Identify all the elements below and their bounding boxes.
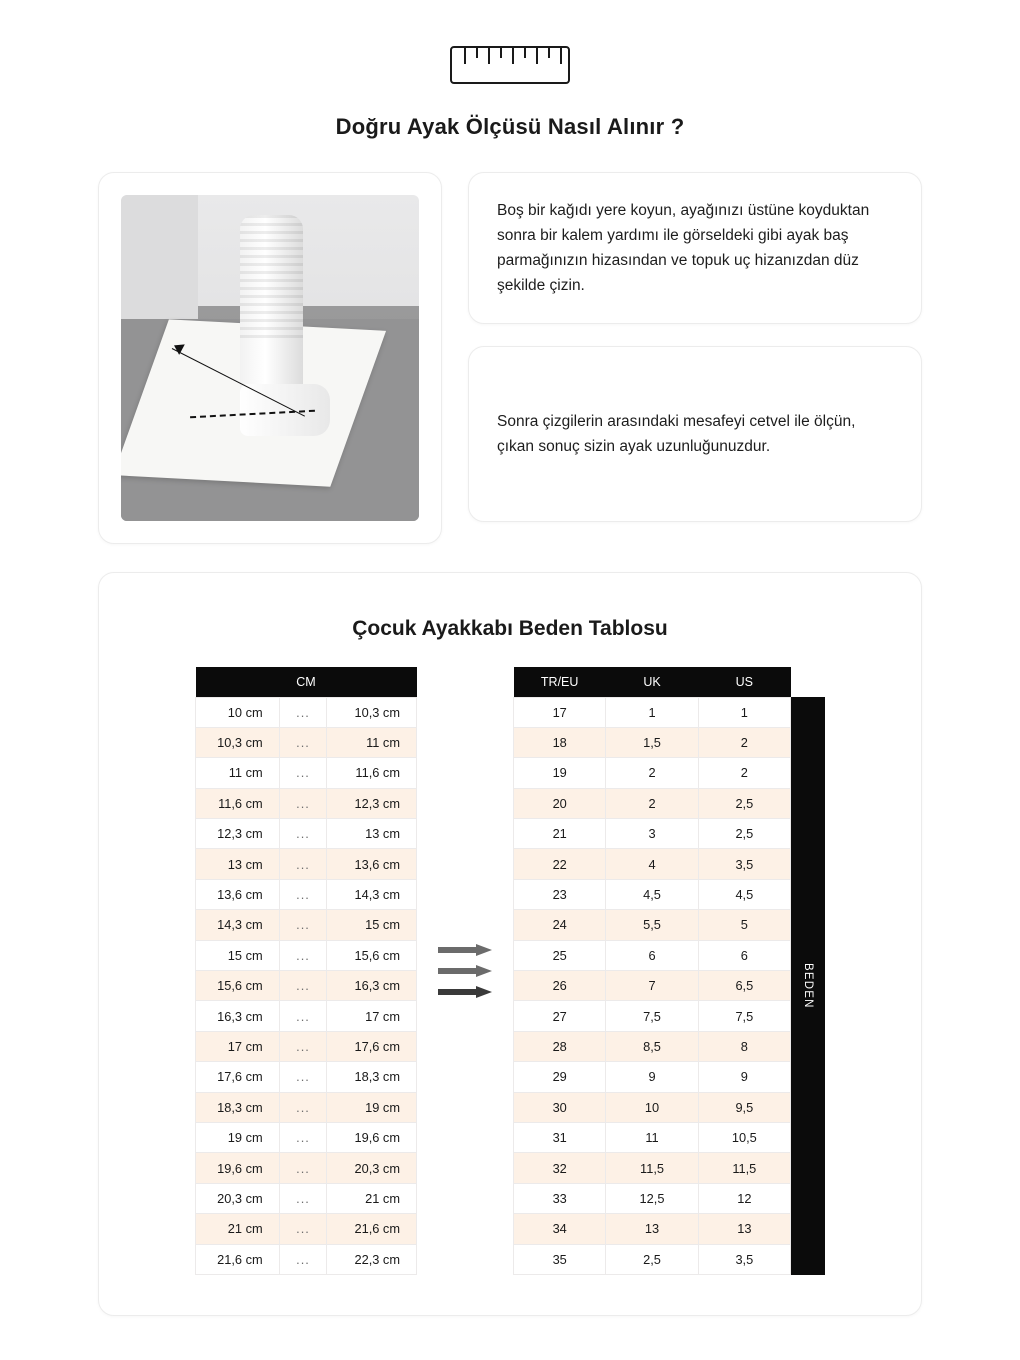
- size-us: 1: [698, 697, 790, 727]
- size-table-row: [514, 1062, 791, 1092]
- ruler-tick: [524, 48, 526, 58]
- cm-range-to: 16,3 cm: [327, 971, 417, 1001]
- cm-table-row: [196, 1153, 417, 1183]
- size-table-row: [514, 910, 791, 940]
- size-table-row: [514, 1001, 791, 1031]
- size-tables-wrap: [99, 667, 921, 1275]
- ruler-icon: [450, 46, 570, 84]
- cm-range-to: 17 cm: [327, 1001, 417, 1031]
- instruction-step-2-card: [468, 346, 922, 522]
- instruction-text-column: [468, 172, 922, 522]
- ruler-tick: [500, 48, 502, 58]
- size-tr-eu: 28: [514, 1031, 606, 1061]
- size-table-row: [514, 1031, 791, 1061]
- size-table-row: [514, 1122, 791, 1152]
- cm-range-to: 10,3 cm: [327, 697, 417, 727]
- size-us: 12: [698, 1183, 790, 1213]
- size-table-row: [514, 727, 791, 757]
- cm-range-dots: ...: [279, 879, 327, 909]
- cm-range-from: 10,3 cm: [196, 727, 280, 757]
- cm-range-from: 20,3 cm: [196, 1183, 280, 1213]
- size-us: 2,5: [698, 819, 790, 849]
- beden-vertical-label: [791, 697, 825, 1275]
- arrow-icon-3: [438, 986, 492, 998]
- cm-table-row: [196, 1244, 417, 1274]
- arrow-icon-1: [438, 944, 492, 956]
- cm-range-to: 21 cm: [327, 1183, 417, 1213]
- photo-foot: [240, 384, 329, 436]
- cm-table-header: CM: [196, 667, 417, 697]
- size-us: 2: [698, 727, 790, 757]
- cm-table-row: [196, 971, 417, 1001]
- cm-range-to: 21,6 cm: [327, 1214, 417, 1244]
- size-tr-eu: 32: [514, 1153, 606, 1183]
- cm-range-to: 11,6 cm: [327, 758, 417, 788]
- cm-table-body: [196, 697, 417, 1274]
- cm-range-from: 13 cm: [196, 849, 280, 879]
- size-tr-eu: 30: [514, 1092, 606, 1122]
- beden-label-text: BEDEN: [802, 963, 814, 1009]
- cm-range-dots: ...: [279, 1153, 327, 1183]
- foot-measurement-photo-card: [98, 172, 442, 544]
- cm-range-from: 21 cm: [196, 1214, 280, 1244]
- size-tr-eu: 19: [514, 758, 606, 788]
- cm-table-row: [196, 1122, 417, 1152]
- size-table-row: [514, 788, 791, 818]
- cm-range-to: 19,6 cm: [327, 1122, 417, 1152]
- size-uk: 1,5: [606, 727, 698, 757]
- ruler-tick: [476, 48, 478, 58]
- size-us: 8: [698, 1031, 790, 1061]
- cm-range-dots: ...: [279, 788, 327, 818]
- cm-range-from: 15 cm: [196, 940, 280, 970]
- page-title: Doğru Ayak Ölçüsü Nasıl Alınır ?: [335, 114, 685, 139]
- size-table-row: [514, 940, 791, 970]
- cm-table-row: [196, 1214, 417, 1244]
- size-us: 4,5: [698, 879, 790, 909]
- size-uk: 4: [606, 849, 698, 879]
- size-table-header-1: UK: [606, 667, 698, 697]
- size-us: 9: [698, 1062, 790, 1092]
- size-us: 6,5: [698, 971, 790, 1001]
- cm-table-row: [196, 879, 417, 909]
- size-table-header-2: US: [698, 667, 790, 697]
- cm-table-row: [196, 1183, 417, 1213]
- photo-sock-ribs: [240, 215, 303, 339]
- cm-range-dots: ...: [279, 1001, 327, 1031]
- cm-range-dots: ...: [279, 758, 327, 788]
- cm-range-to: 13,6 cm: [327, 849, 417, 879]
- ruler-tick: [536, 48, 538, 64]
- cm-table-row: [196, 940, 417, 970]
- ruler-tick: [512, 48, 514, 64]
- size-us: 7,5: [698, 1001, 790, 1031]
- photo-wall: [121, 195, 198, 325]
- size-tr-eu: 34: [514, 1214, 606, 1244]
- size-table-row: [514, 697, 791, 727]
- size-uk: 1: [606, 697, 698, 727]
- cm-range-dots: ...: [279, 1244, 327, 1274]
- cm-range-from: 17 cm: [196, 1031, 280, 1061]
- size-table-header-0: TR/EU: [514, 667, 606, 697]
- size-uk: 12,5: [606, 1183, 698, 1213]
- cm-table-row: [196, 1001, 417, 1031]
- cm-range-from: 10 cm: [196, 697, 280, 727]
- cm-range-dots: ...: [279, 940, 327, 970]
- size-table-row: [514, 849, 791, 879]
- cm-table: [195, 667, 417, 1275]
- cm-range-from: 17,6 cm: [196, 1062, 280, 1092]
- size-tr-eu: 26: [514, 971, 606, 1001]
- size-table-row: [514, 1153, 791, 1183]
- size-us: 3,5: [698, 1244, 790, 1274]
- size-tr-eu: 35: [514, 1244, 606, 1274]
- size-uk: 7,5: [606, 1001, 698, 1031]
- size-table-row: [514, 819, 791, 849]
- cm-table-row: [196, 910, 417, 940]
- size-tr-eu: 24: [514, 910, 606, 940]
- cm-range-dots: ...: [279, 910, 327, 940]
- cm-table-row: [196, 1062, 417, 1092]
- cm-range-to: 19 cm: [327, 1092, 417, 1122]
- size-uk: 6: [606, 940, 698, 970]
- size-us: 10,5: [698, 1122, 790, 1152]
- cm-range-dots: ...: [279, 697, 327, 727]
- cm-range-from: 12,3 cm: [196, 819, 280, 849]
- cm-table-row: [196, 1031, 417, 1061]
- cm-table-row: [196, 849, 417, 879]
- size-uk: 5,5: [606, 910, 698, 940]
- size-us: 5: [698, 910, 790, 940]
- cm-range-dots: ...: [279, 1062, 327, 1092]
- size-us: 2,5: [698, 788, 790, 818]
- size-us: 11,5: [698, 1153, 790, 1183]
- size-table-row: [514, 1092, 791, 1122]
- size-tr-eu: 31: [514, 1122, 606, 1152]
- size-tr-eu: 17: [514, 697, 606, 727]
- instruction-step-1-card: [468, 172, 922, 324]
- size-tr-eu: 25: [514, 940, 606, 970]
- ruler-icon-wrap: [0, 0, 1020, 84]
- cm-range-dots: ...: [279, 727, 327, 757]
- size-table-section: [98, 572, 922, 1316]
- ruler-tick: [548, 48, 550, 58]
- size-table-stack: [513, 667, 825, 1275]
- cm-range-to: 12,3 cm: [327, 788, 417, 818]
- cm-table-row: [196, 727, 417, 757]
- cm-table-row: [196, 788, 417, 818]
- size-uk: 8,5: [606, 1031, 698, 1061]
- size-table-row: [514, 1244, 791, 1274]
- size-table-row: [514, 971, 791, 1001]
- cm-range-dots: ...: [279, 1092, 327, 1122]
- size-table-title: Çocuk Ayakkabı Beden Tablosu: [352, 617, 668, 640]
- instruction-step-1-text: Boş bir kağıdı yere koyun, ayağınızı üstüne koyduktan sonra bir kalem yardımı ile görseldeki gibi ayak baş parmağınızın hizasından ve topuk uç hizanızdan düz şekilde çizin.: [497, 201, 870, 295]
- cm-range-from: 11 cm: [196, 758, 280, 788]
- cm-range-dots: ...: [279, 1031, 327, 1061]
- cm-table-row: [196, 819, 417, 849]
- instruction-step-2-text: Sonra çizgilerin arasındaki mesafeyi cetvel ile ölçün, çıkan sonuç sizin ayak uzunluğunuzdur.: [497, 412, 856, 455]
- size-us: 2: [698, 758, 790, 788]
- cm-range-from: 15,6 cm: [196, 971, 280, 1001]
- size-uk: 7: [606, 971, 698, 1001]
- foot-measurement-photo: [121, 195, 419, 521]
- size-table-row: [514, 758, 791, 788]
- size-table: [513, 667, 791, 1275]
- size-us: 9,5: [698, 1092, 790, 1122]
- cm-range-from: 18,3 cm: [196, 1092, 280, 1122]
- size-tr-eu: 29: [514, 1062, 606, 1092]
- cm-range-from: 13,6 cm: [196, 879, 280, 909]
- cm-range-to: 15,6 cm: [327, 940, 417, 970]
- ruler-tick: [464, 48, 466, 64]
- size-tr-eu: 33: [514, 1183, 606, 1213]
- size-table-row: [514, 1214, 791, 1244]
- size-tr-eu: 18: [514, 727, 606, 757]
- cm-range-from: 14,3 cm: [196, 910, 280, 940]
- cm-range-to: 18,3 cm: [327, 1062, 417, 1092]
- cm-range-from: 11,6 cm: [196, 788, 280, 818]
- cm-range-dots: ...: [279, 819, 327, 849]
- size-uk: 11,5: [606, 1153, 698, 1183]
- cm-table-row: [196, 697, 417, 727]
- cm-range-dots: ...: [279, 1183, 327, 1213]
- cm-range-dots: ...: [279, 1122, 327, 1152]
- cm-range-to: 15 cm: [327, 910, 417, 940]
- cm-range-dots: ...: [279, 1214, 327, 1244]
- cm-range-from: 16,3 cm: [196, 1001, 280, 1031]
- cm-range-from: 19 cm: [196, 1122, 280, 1152]
- size-table-header-row: [514, 667, 791, 697]
- size-tr-eu: 27: [514, 1001, 606, 1031]
- size-table-body: [514, 697, 791, 1274]
- size-tr-eu: 20: [514, 788, 606, 818]
- size-us: 6: [698, 940, 790, 970]
- cm-range-dots: ...: [279, 849, 327, 879]
- cm-range-to: 17,6 cm: [327, 1031, 417, 1061]
- size-table-row: [514, 879, 791, 909]
- arrow-icon-2: [438, 965, 492, 977]
- size-uk: 13: [606, 1214, 698, 1244]
- cm-table-row: [196, 1092, 417, 1122]
- cm-range-to: 22,3 cm: [327, 1244, 417, 1274]
- size-uk: 9: [606, 1062, 698, 1092]
- size-us: 3,5: [698, 849, 790, 879]
- size-tr-eu: 22: [514, 849, 606, 879]
- cm-range-dots: ...: [279, 971, 327, 1001]
- cm-range-to: 14,3 cm: [327, 879, 417, 909]
- size-table-row: [514, 1183, 791, 1213]
- size-us: 13: [698, 1214, 790, 1244]
- ruler-tick: [560, 48, 562, 64]
- size-uk: 11: [606, 1122, 698, 1152]
- ruler-tick: [488, 48, 490, 64]
- size-tr-eu: 23: [514, 879, 606, 909]
- size-uk: 2,5: [606, 1244, 698, 1274]
- cm-range-from: 21,6 cm: [196, 1244, 280, 1274]
- cm-table-row: [196, 758, 417, 788]
- cm-range-to: 13 cm: [327, 819, 417, 849]
- size-uk: 10: [606, 1092, 698, 1122]
- size-uk: 3: [606, 819, 698, 849]
- cm-range-to: 11 cm: [327, 727, 417, 757]
- size-uk: 2: [606, 788, 698, 818]
- size-uk: 4,5: [606, 879, 698, 909]
- cm-range-to: 20,3 cm: [327, 1153, 417, 1183]
- size-tr-eu: 21: [514, 819, 606, 849]
- cm-range-from: 19,6 cm: [196, 1153, 280, 1183]
- instructions-section: [0, 172, 1020, 544]
- size-uk: 2: [606, 758, 698, 788]
- conversion-arrows: [417, 944, 513, 998]
